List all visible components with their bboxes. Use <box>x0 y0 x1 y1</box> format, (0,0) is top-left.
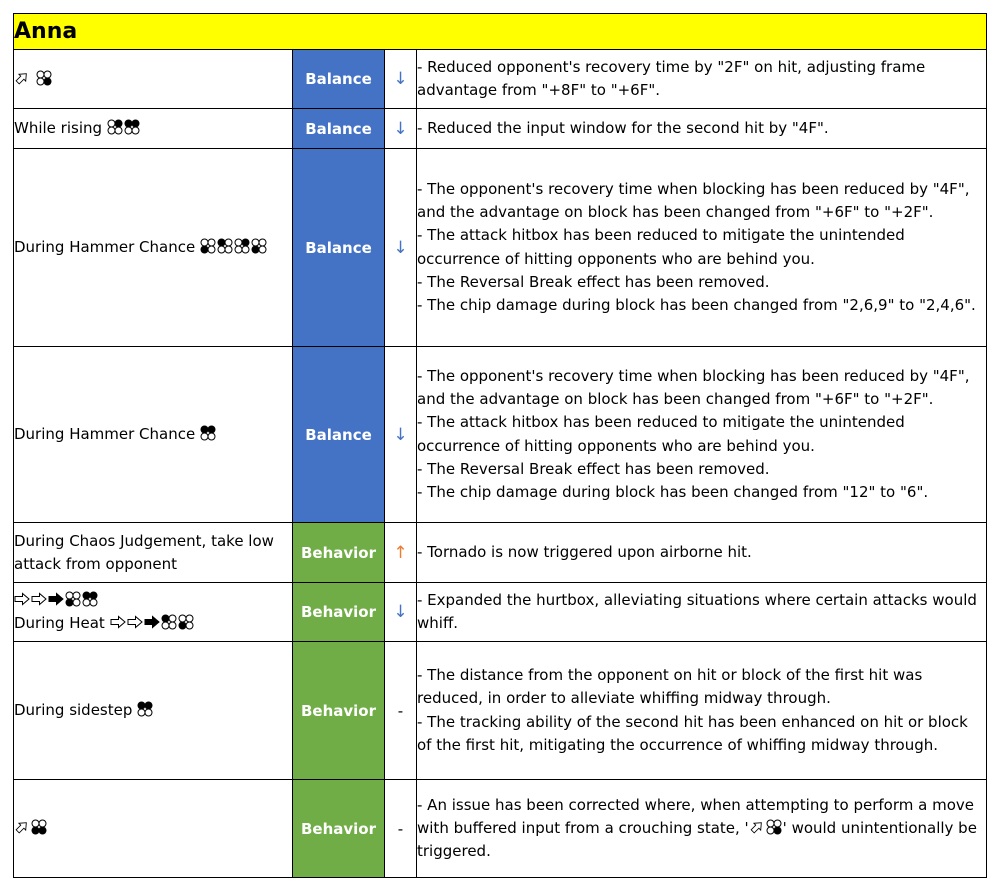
arrow-forward-hold-icon <box>144 615 160 629</box>
note-text: - The distance from the opponent on hit or block of the first hit was reduced, in order to alleviate whiffing midway through. <box>417 665 923 708</box>
button-both-punch-icon <box>124 119 140 135</box>
move-cell <box>14 642 293 780</box>
note-text: - An issue has been corrected where, when attempting to perform a move with buffered input from a crouching state, ' <box>417 795 974 837</box>
note-text: - Tornado is now triggered upon airborne hit. <box>417 542 752 561</box>
button-left-punch-icon <box>217 238 233 254</box>
arrow-up-forward-icon <box>14 71 30 85</box>
note-text: - The attack hitbox has been reduced to mitigate the unintended occurrence of hitting opponents who are behind you. <box>417 226 905 268</box>
trend-neutral-icon: - <box>385 642 417 780</box>
table-row <box>14 780 987 878</box>
move-label: During Hammer Chance <box>14 238 196 256</box>
move-label: During sidestep <box>14 701 133 719</box>
move-label: While rising <box>14 119 103 137</box>
description-cell <box>417 347 987 523</box>
move-label: During Heat <box>14 614 105 632</box>
button-both-kick-icon <box>31 819 47 835</box>
category-badge: Behavior <box>293 642 385 780</box>
move-label: During Hammer Chance <box>14 425 196 443</box>
category-badge: Balance <box>293 149 385 347</box>
trend-neutral-icon: - <box>385 780 417 878</box>
category-badge: Behavior <box>293 523 385 583</box>
move-cell <box>14 109 293 149</box>
description-cell <box>417 149 987 347</box>
character-title: Anna <box>14 14 987 50</box>
description-cell <box>417 583 987 642</box>
note-text: - Reduced opponent's recovery time by "2F" on hit, adjusting frame advantage from "+8F" to "+6F". <box>417 57 926 99</box>
move-cell <box>14 583 293 642</box>
category-badge: Behavior <box>293 583 385 642</box>
trend-down-icon: ↓ <box>385 149 417 347</box>
description-cell <box>417 642 987 780</box>
arrow-up-forward-icon <box>14 820 30 834</box>
button-left-kick-icon <box>178 614 194 630</box>
button-left-punch-icon <box>161 614 177 630</box>
trend-down-icon: ↓ <box>385 109 417 149</box>
note-text: - The Reversal Break effect has been removed. <box>417 459 770 478</box>
trend-up-icon: ↑ <box>385 523 417 583</box>
move-label: During Chaos Judgement, take low attack from opponent <box>14 531 274 573</box>
arrow-forward-icon <box>127 615 143 629</box>
patch-notes-table <box>13 13 987 878</box>
button-left-kick-icon <box>65 591 81 607</box>
arrow-forward-icon <box>14 592 30 606</box>
description-cell <box>417 780 987 878</box>
category-badge: Balance <box>293 50 385 109</box>
category-badge: Behavior <box>293 780 385 878</box>
arrow-up-forward-icon <box>749 820 765 834</box>
note-text: - The attack hitbox has been reduced to mitigate the unintended occurrence of hitting opponents who are behind you. <box>417 413 905 455</box>
note-text: - The opponent's recovery time when blocking has been reduced by "4F", and the advantage on block has been changed from "+6F" to "+2F". <box>417 366 970 408</box>
description-cell <box>417 523 987 583</box>
button-both-punch-icon <box>200 425 216 441</box>
trend-down-icon: ↓ <box>385 583 417 642</box>
table-row <box>14 583 987 642</box>
description-cell <box>417 109 987 149</box>
button-right-kick-icon <box>766 819 782 835</box>
table-row <box>14 523 987 583</box>
move-cell <box>14 523 293 583</box>
table-row <box>14 347 987 523</box>
move-cell <box>14 780 293 878</box>
table-row <box>14 149 987 347</box>
button-right-punch-icon <box>107 119 123 135</box>
button-left-kick-icon <box>251 238 267 254</box>
category-badge: Balance <box>293 347 385 523</box>
move-cell <box>14 347 293 523</box>
button-left-kick-icon <box>200 238 216 254</box>
move-cell <box>14 149 293 347</box>
category-badge: Balance <box>293 109 385 149</box>
note-text: - The tracking ability of the second hit has been enhanced on hit or block of the first hit, mitigating the occurrence of whiffing midway through. <box>417 712 968 754</box>
arrow-forward-icon <box>31 592 47 606</box>
move-cell <box>14 50 293 109</box>
note-text: - The chip damage during block has been changed from "12" to "6". <box>417 483 929 502</box>
table-row <box>14 109 987 149</box>
note-text: - The Reversal Break effect has been removed. <box>417 272 770 291</box>
button-right-kick-icon <box>36 70 52 86</box>
note-text: - The opponent's recovery time when blocking has been reduced by "4F", and the advantage on block has been changed from "+6F" to "+2F". <box>417 179 970 221</box>
table-row <box>14 642 987 780</box>
button-right-punch-icon <box>234 238 250 254</box>
trend-down-icon: ↓ <box>385 347 417 523</box>
note-text: ' would unintentionally be triggered. <box>417 818 977 861</box>
button-both-punch-icon <box>137 701 153 717</box>
button-both-punch-icon <box>82 591 98 607</box>
description-cell <box>417 50 987 109</box>
arrow-forward-icon <box>110 615 126 629</box>
note-text: - The chip damage during block has been changed from "2,6,9" to "2,4,6". <box>417 296 976 315</box>
table-row <box>14 50 987 109</box>
arrow-forward-hold-icon <box>48 592 64 606</box>
trend-down-icon: ↓ <box>385 50 417 109</box>
note-text: - Reduced the input window for the second hit by "4F". <box>417 118 829 137</box>
note-text: - Expanded the hurtbox, alleviating situations where certain attacks would whiff. <box>417 590 977 632</box>
